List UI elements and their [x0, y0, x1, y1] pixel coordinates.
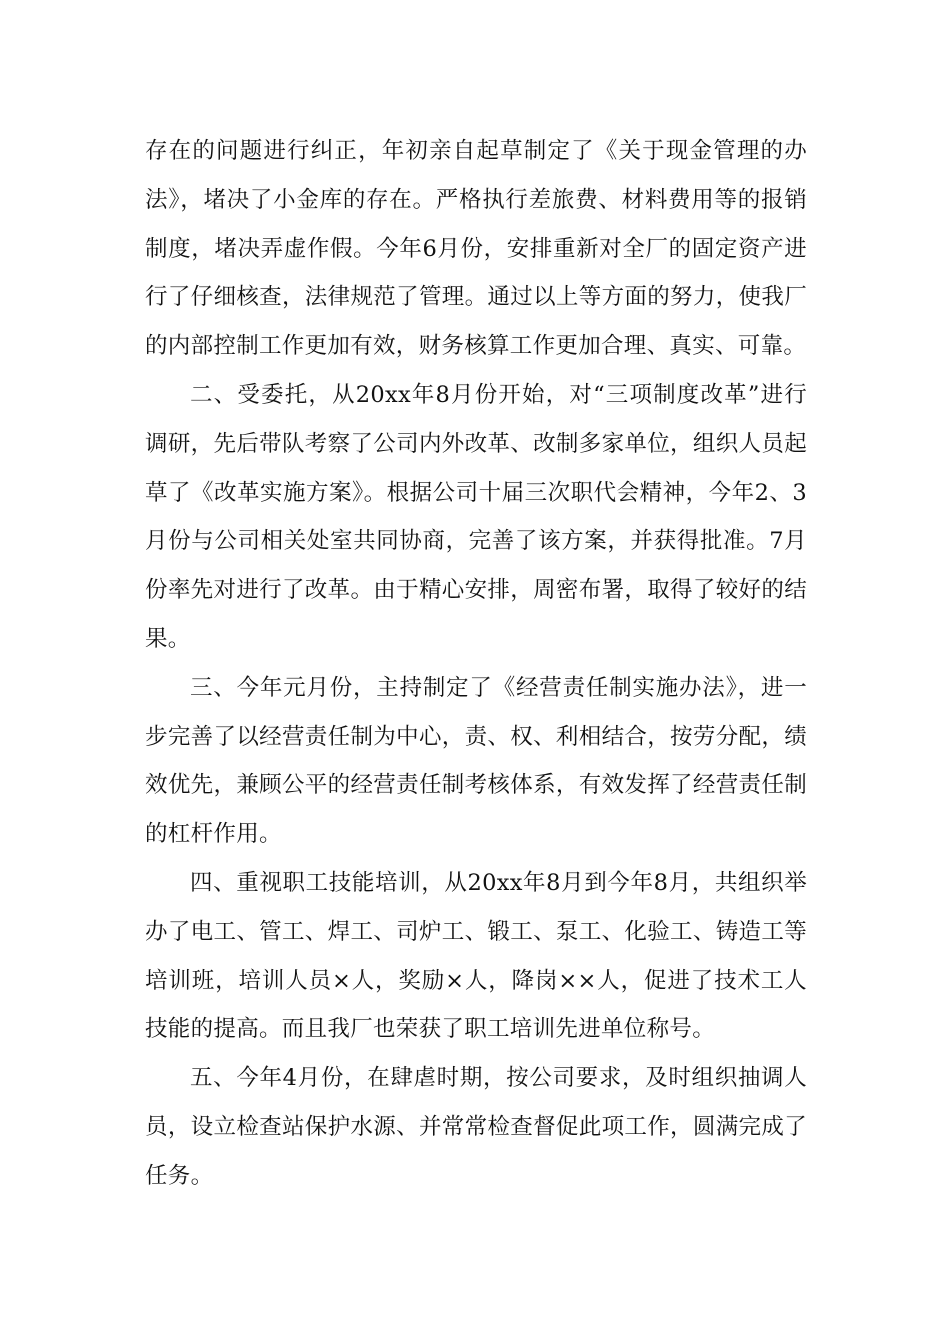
- paragraph-1: 存在的问题进行纠正，年初亲自起草制定了《关于现金管理的办法》，堵决了小金库的存在。严格执行差旅费、材料费用等的报销制度，堵决弄虚作假。今年6月份，安排重新对全厂的固定资产进行了仔细核查，法律规范了管理。通过以上等方面的努力，使我厂的内部控制工作更加有效，财务核算工作更加合理、真实、可靠。: [145, 138, 807, 360]
- paragraph-4: 四、重视职工技能培训，从20xx年8月到今年8月，共组织举办了电工、管工、焊工、司炉工、锻工、泵工、化验工、铸造工等培训班，培训人员×人，奖励×人，降岗××人，促进了技术工人技能的提高。而且我厂也荣获了职工培训先进单位称号。: [145, 869, 807, 1043]
- paragraph-5: 五、今年4月份，在肆虐时期，按公司要求，及时组织抽调人员，设立检查站保护水源、并常常检查督促此项工作，圆满完成了任务。: [145, 1065, 807, 1189]
- paragraph-3: 三、今年元月份，主持制定了《经营责任制实施办法》，进一步完善了以经营责任制为中心，责、权、利相结合，按劳分配，绩效优先，兼顾公平的经营责任制考核体系，有效发挥了经营责任制的杠杆作用。: [145, 674, 807, 848]
- document-body: [145, 127, 807, 1201]
- paragraph-2: 二、受委托，从20xx年8月份开始，对“三项制度改革”进行调研，先后带队考察了公司内外改革、改制多家单位，组织人员起草了《改革实施方案》。根据公司十届三次职代会精神，今年2、3月份与公司相关处室共同协商，完善了该方案，并获得批准。7月份率先对进行了改革。由于精心安排，周密布署，取得了较好的结果。: [145, 381, 807, 652]
